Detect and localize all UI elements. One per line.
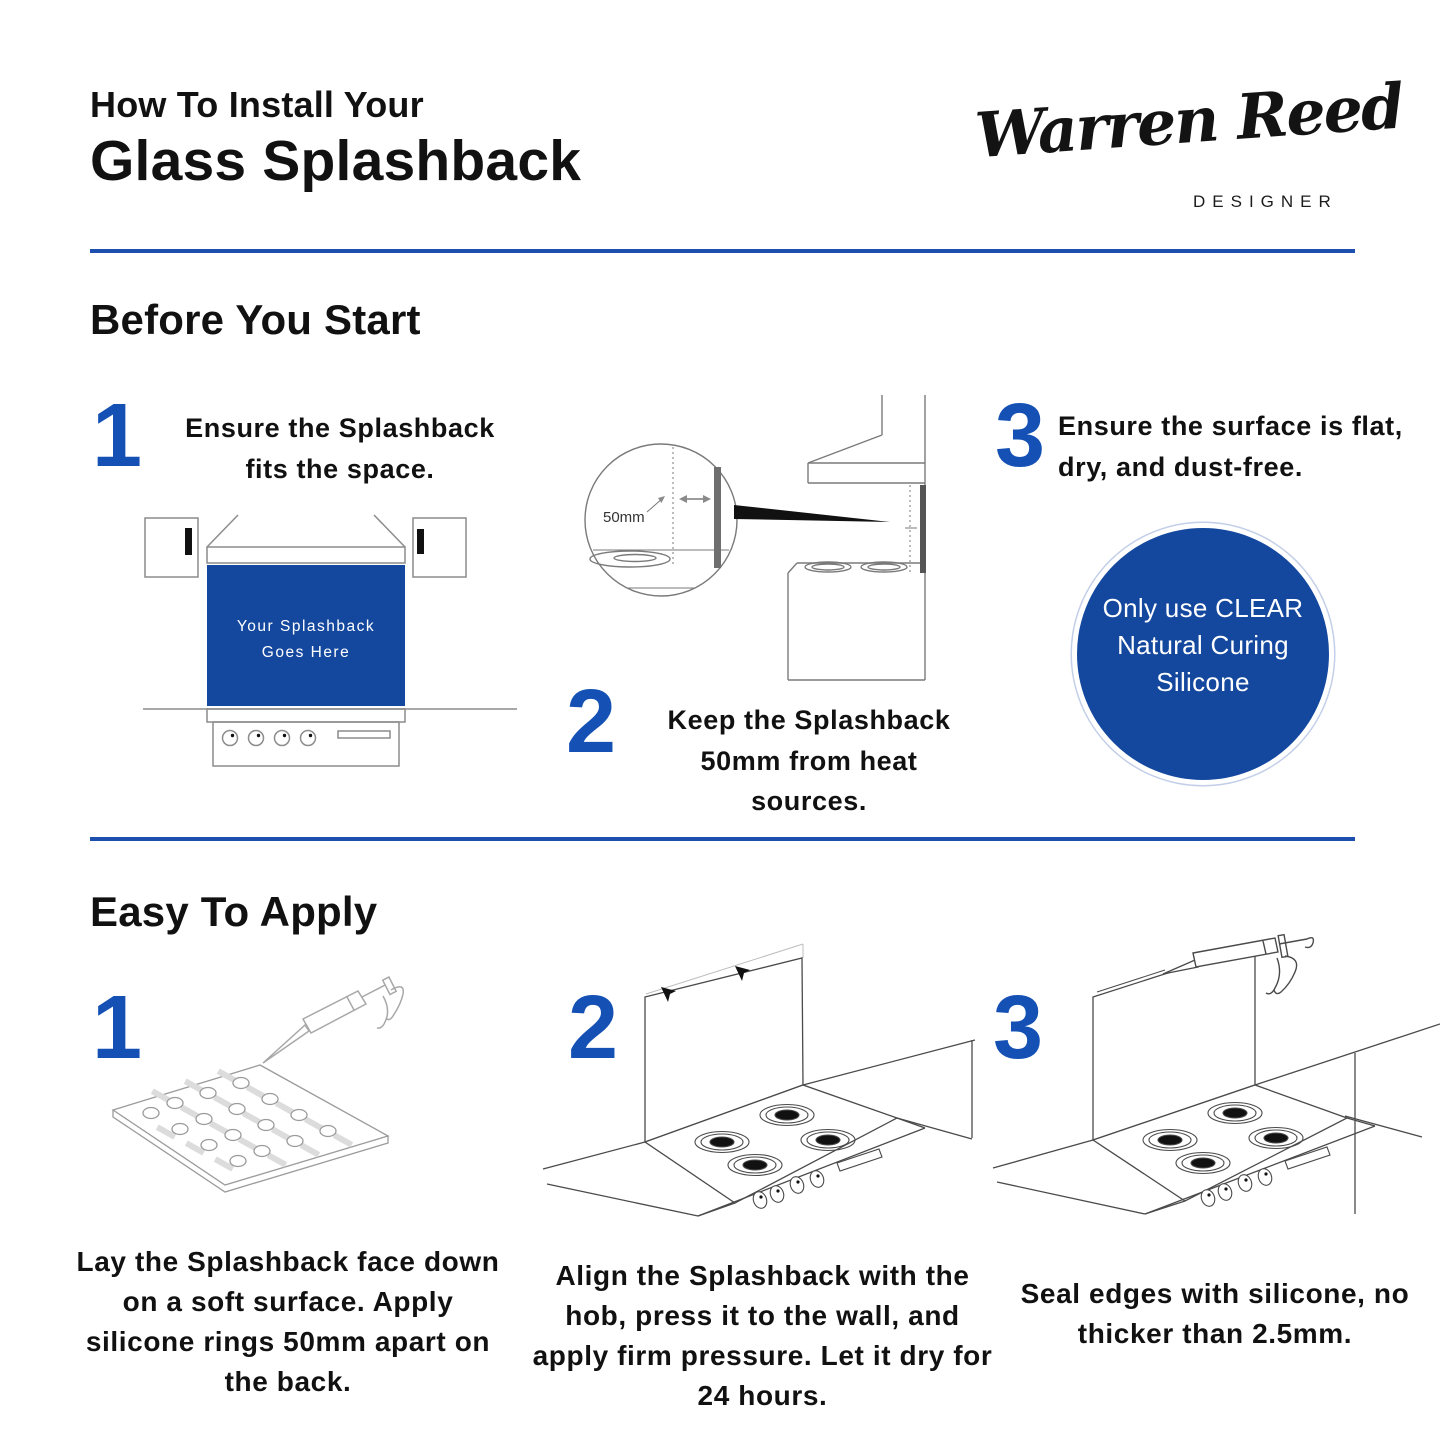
- before-step1-text: Ensure the Splashback fits the space.: [185, 413, 495, 484]
- before-section-heading: Before You Start: [90, 296, 421, 343]
- silicone-badge-text: Only use CLEAR Natural Curing Silicone: [1102, 593, 1304, 697]
- splashback-label-line2: Goes Here: [261, 644, 351, 661]
- before-step2-text: Keep the Splashback 50mm from heat sources.: [667, 705, 951, 816]
- heat-gap-side-view-diagram: [555, 395, 965, 695]
- before-step3-text: Ensure the surface is flat, dry, and dust-free.: [1058, 411, 1403, 482]
- brand-logo-script: Warren Reed: [972, 69, 1405, 173]
- apply-step3-number: 3: [993, 978, 1044, 1078]
- dimension-label: 50mm: [603, 509, 645, 526]
- page-title-line2: Glass Splashback: [90, 129, 582, 193]
- apply-step2-caption: Align the Splashback with the hob, press it to the wall, and apply firm pressure. Let it dry for 24 hours.: [532, 1260, 993, 1412]
- apply-step2-number: 2: [568, 978, 619, 1078]
- gap-arrows: [658, 495, 711, 503]
- before-step3-number: 3: [995, 386, 1046, 486]
- page-title-line1: How To Install Your: [90, 84, 424, 125]
- kitchen-front-view-diagram: [135, 500, 525, 795]
- splashback-label-line1: Your Splashback: [236, 618, 376, 635]
- side-view-outline: [788, 395, 925, 680]
- before-step2-number: 2: [566, 672, 617, 772]
- apply-section-heading: Easy To Apply: [90, 888, 378, 935]
- seal-edges-diagram: [985, 932, 1440, 1240]
- silicone-rings-diagram: [100, 948, 490, 1213]
- divider-top: [90, 249, 1355, 253]
- apply-step1-caption: Lay the Splashback face down on a soft surface. Apply silicone rings 50mm apart on the back.: [76, 1246, 500, 1398]
- burner-side-ellipse: [590, 551, 670, 567]
- splashback-edge-zoomed: [714, 467, 721, 568]
- divider-middle: [90, 837, 1355, 841]
- splashback-placeholder-rect: [207, 565, 405, 706]
- before-step1-number: 1: [92, 386, 143, 486]
- caulk-gun: [263, 977, 403, 1063]
- splashback-side-bar: [920, 485, 926, 573]
- splashback-panel-flat: [113, 1065, 388, 1185]
- callout-wedge: [734, 505, 890, 522]
- apply-step1-number: 1: [92, 978, 143, 1078]
- align-splashback-diagram: [535, 932, 980, 1240]
- silicone-badge: [1072, 523, 1334, 785]
- apply-step3-caption: Seal edges with silicone, no thicker than 2.5mm.: [1020, 1278, 1410, 1350]
- brand-logo-subtitle: DESIGNER: [1193, 192, 1338, 211]
